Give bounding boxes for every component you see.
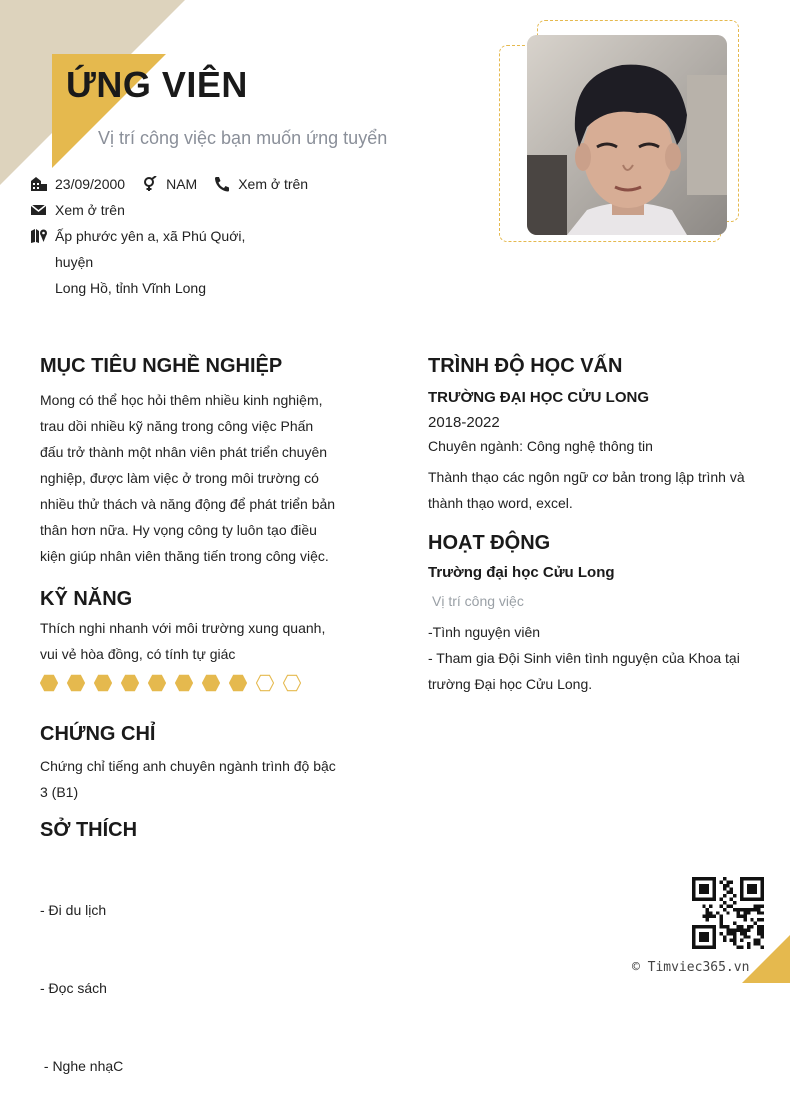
skill-dot-filled	[175, 674, 193, 692]
contact-row-5	[55, 280, 206, 296]
gender-text: NAM	[166, 176, 198, 192]
skill-dot-filled	[202, 674, 220, 692]
avatar-portrait	[527, 35, 727, 235]
phone-icon	[213, 176, 231, 192]
objective-line: kiện giúp nhân viên thăng tiến trong công việc.	[40, 548, 329, 564]
certificate-line: 3 (B1)	[40, 784, 79, 800]
contact-row-3	[30, 228, 245, 244]
contact-row-1	[30, 176, 308, 192]
activity-line: -Tình nguyện viên	[428, 624, 541, 640]
footer-brand: © Timviec365.vn	[632, 960, 750, 975]
certificates-text	[40, 753, 336, 805]
education-line: thành thạo word, excel.	[428, 495, 573, 511]
objective-line: nhiều thử thách và năng động để phát triển bản	[40, 496, 336, 512]
objective-line: trau dồi nhiều kỹ năng trong công việc Phấn	[40, 418, 314, 434]
objective-line: thân hơn nữa. Hy vọng công ty luôn tạo điều	[40, 522, 317, 538]
activities-title: HOẠT ĐỘNG	[428, 532, 551, 554]
education-major: Chuyên ngành: Công nghệ thông tin	[428, 438, 653, 454]
certificates-title: CHỨNG CHỈ	[40, 723, 156, 745]
skill-dot-filled	[67, 674, 85, 692]
avatar	[527, 35, 727, 235]
hobby-item: - Đọc sách	[40, 980, 107, 996]
birthday-text: 23/09/2000	[55, 176, 126, 192]
candidate-name: ỨNG VIÊN	[66, 64, 248, 105]
calendar-icon	[30, 176, 48, 192]
activity-line: - Tham gia Đội Sinh viên tình nguyện của Khoa tại	[428, 650, 740, 666]
objective-text	[40, 387, 335, 569]
skill-dot-filled	[94, 674, 112, 692]
hobbies-list	[40, 845, 123, 1105]
address-line-1: Ấp phước yên a, xã Phú Quới,	[55, 228, 246, 244]
skill-dot-filled	[229, 674, 247, 692]
skill-dot-empty	[283, 674, 301, 692]
hobby-item: - Đi du lịch	[40, 902, 107, 918]
activities-role: Vị trí công việc	[432, 593, 524, 609]
objective-line: nghiệp, được làm việc ở trong môi trường có	[40, 470, 319, 486]
hobbies-title: SỞ THÍCH	[40, 819, 138, 841]
email-icon	[30, 202, 48, 218]
skills-text	[40, 615, 325, 667]
email-text: Xem ở trên	[55, 202, 125, 218]
skill-dot-empty	[256, 674, 274, 692]
skill-dot-filled	[40, 674, 58, 692]
education-title: TRÌNH ĐỘ HỌC VẤN	[428, 355, 623, 377]
certificate-line: Chứng chỉ tiếng anh chuyên ngành trình độ bậc	[40, 758, 336, 774]
hobby-item: - Nghe nhạC	[40, 1058, 124, 1074]
objective-title: MỤC TIÊU NGHỀ NGHIỆP	[40, 355, 283, 377]
skills-line: Thích nghi nhanh với môi trường xung quanh,	[40, 620, 326, 636]
skill-rating	[40, 674, 301, 692]
skill-dot-filled	[148, 674, 166, 692]
address-line-2: huyện	[55, 254, 94, 270]
activity-line: trường Đại học Cửu Long.	[428, 676, 593, 692]
skill-dot-filled	[121, 674, 139, 692]
skills-title: KỸ NĂNG	[40, 588, 133, 610]
map-icon	[30, 228, 48, 244]
contact-row-4	[55, 254, 93, 270]
education-line: Thành thạo các ngôn ngữ cơ bản trong lập trình và	[428, 469, 745, 485]
education-school: TRƯỜNG ĐẠI HỌC CỬU LONG	[428, 389, 650, 406]
contact-row-2	[30, 202, 125, 218]
activities-org: Trường đại học Cửu Long	[428, 564, 615, 581]
objective-line: đấu trở thành một nhân viên phát triển chuyên	[40, 444, 328, 460]
address-line-3: Long Hồ, tỉnh Vĩnh Long	[55, 280, 207, 296]
desired-position: Vị trí công việc bạn muốn ứng tuyển	[98, 128, 388, 148]
activities-text	[428, 619, 740, 697]
education-text	[428, 464, 745, 516]
skills-line: vui vẻ hòa đồng, có tính tự giác	[40, 646, 236, 662]
gender-icon	[141, 176, 159, 192]
education-years: 2018-2022	[428, 414, 500, 431]
phone-text: Xem ở trên	[238, 176, 309, 192]
footer-decoration-gold	[742, 935, 790, 983]
objective-line: Mong có thể học hỏi thêm nhiều kinh nghiệm,	[40, 392, 323, 408]
